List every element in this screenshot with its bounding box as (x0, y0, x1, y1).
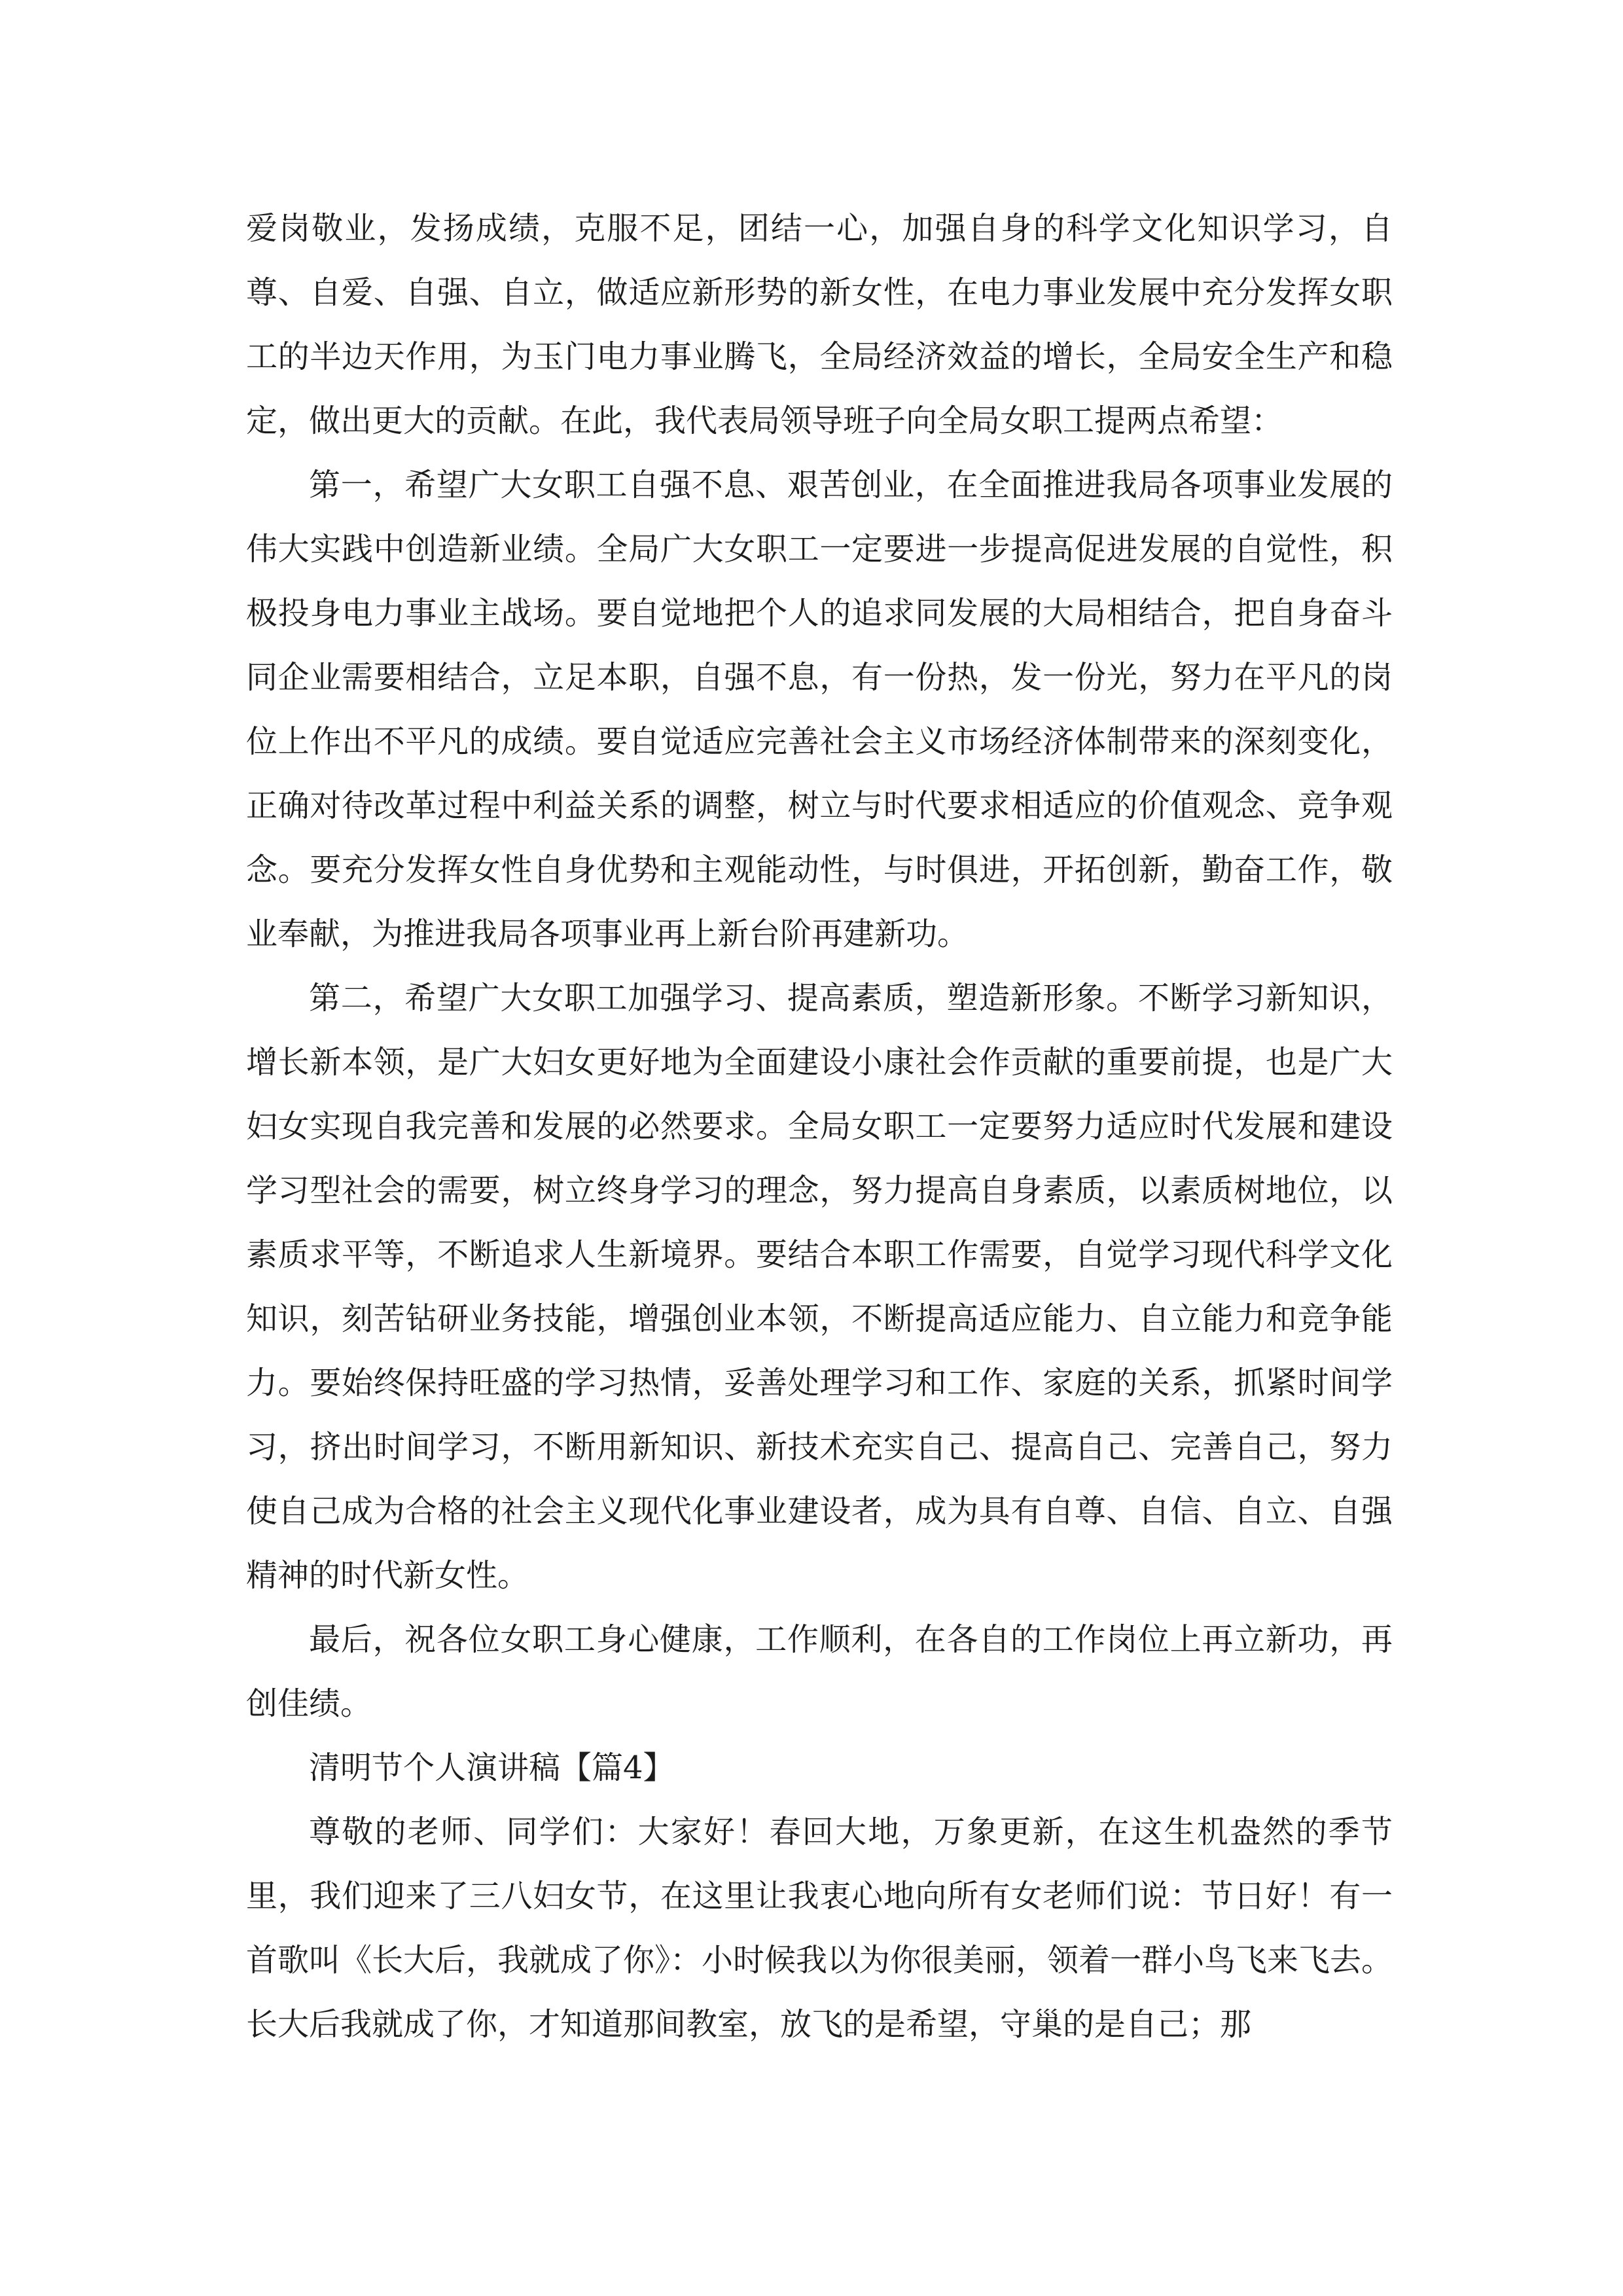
section-heading: 清明节个人演讲稿【篇4】 (309, 1749, 675, 1786)
paragraph-second-hope: 第二，希望广大女职工加强学习、提高素质，塑造新形象。不断学习新知识，增长新本领，是广大妇女更好地为全面建设小康社会作贡献的重要前提，也是广大妇女实现自我完善和发展的必然要求。全局女职工一定要努力适应时代发展和建设学习型社会的需要，树立终身学习的理念，努力提高自身素质，以素质树地位，以素质求平等，不断追求人生新境界。要结合本职工作需要，自觉学习现代科学文化知识，刻苦钻研业务技能，增强创业本领，不断提高适应能力、自立能力和竞争能力。要始终保持旺盛的学习热情，妥善处理学习和工作、家庭的关系，抓紧时间学习，挤出时间学习，不断用新知识、新技术充实自己、提高自己、完善自己，努力使自己成为合格的社会主义现代化事业建设者，成为具有自尊、自信、自立、自强精神的时代新女性。 (246, 980, 1393, 1594)
paragraph-continuation: 爱岗敬业，发扬成绩，克服不足，团结一心，加强自身的科学文化知识学习，自尊、自爱、自强、自立，做适应新形势的新女性，在电力事业发展中充分发挥女职工的半边天作用，为玉门电力事业腾飞，全局经济效益的增长，全局安全生产和稳定，做出更大的贡献。在此，我代表局领导班子向全局女职工提两点希望： (246, 210, 1393, 439)
document-body (246, 196, 1393, 2056)
paragraph-speech-opening: 尊敬的老师、同学们：大家好！春回大地，万象更新，在这生机盎然的季节里，我们迎来了三八妇女节，在这里让我衷心地向所有女老师们说：节日好！有一首歌叫《长大后，我就成了你》：小时候我以为你很美丽，领着一群小鸟飞来飞去。长大后我就成了你，才知道那间教室，放飞的是希望，守巢的是自己；那 (246, 1814, 1393, 2043)
paragraph-first-hope: 第一，希望广大女职工自强不息、艰苦创业，在全面推进我局各项事业发展的伟大实践中创造新业绩。全局广大女职工一定要进一步提高促进发展的自觉性，积极投身电力事业主战场。要自觉地把个人的追求同发展的大局相结合，把自身奋斗同企业需要相结合，立足本职，自强不息，有一份热，发一份光，努力在平凡的岗位上作出不平凡的成绩。要自觉适应完善社会主义市场经济体制带来的深刻变化，正确对待改革过程中利益关系的调整，树立与时代要求相适应的价值观念、竞争观念。要充分发挥女性自身优势和主观能动性，与时俱进，开拓创新，勤奋工作，敬业奉献，为推进我局各项事业再上新台阶再建新功。 (246, 467, 1393, 952)
paragraph-closing: 最后，祝各位女职工身心健康，工作顺利，在各自的工作岗位上再立新功，再创佳绩。 (246, 1621, 1393, 1722)
